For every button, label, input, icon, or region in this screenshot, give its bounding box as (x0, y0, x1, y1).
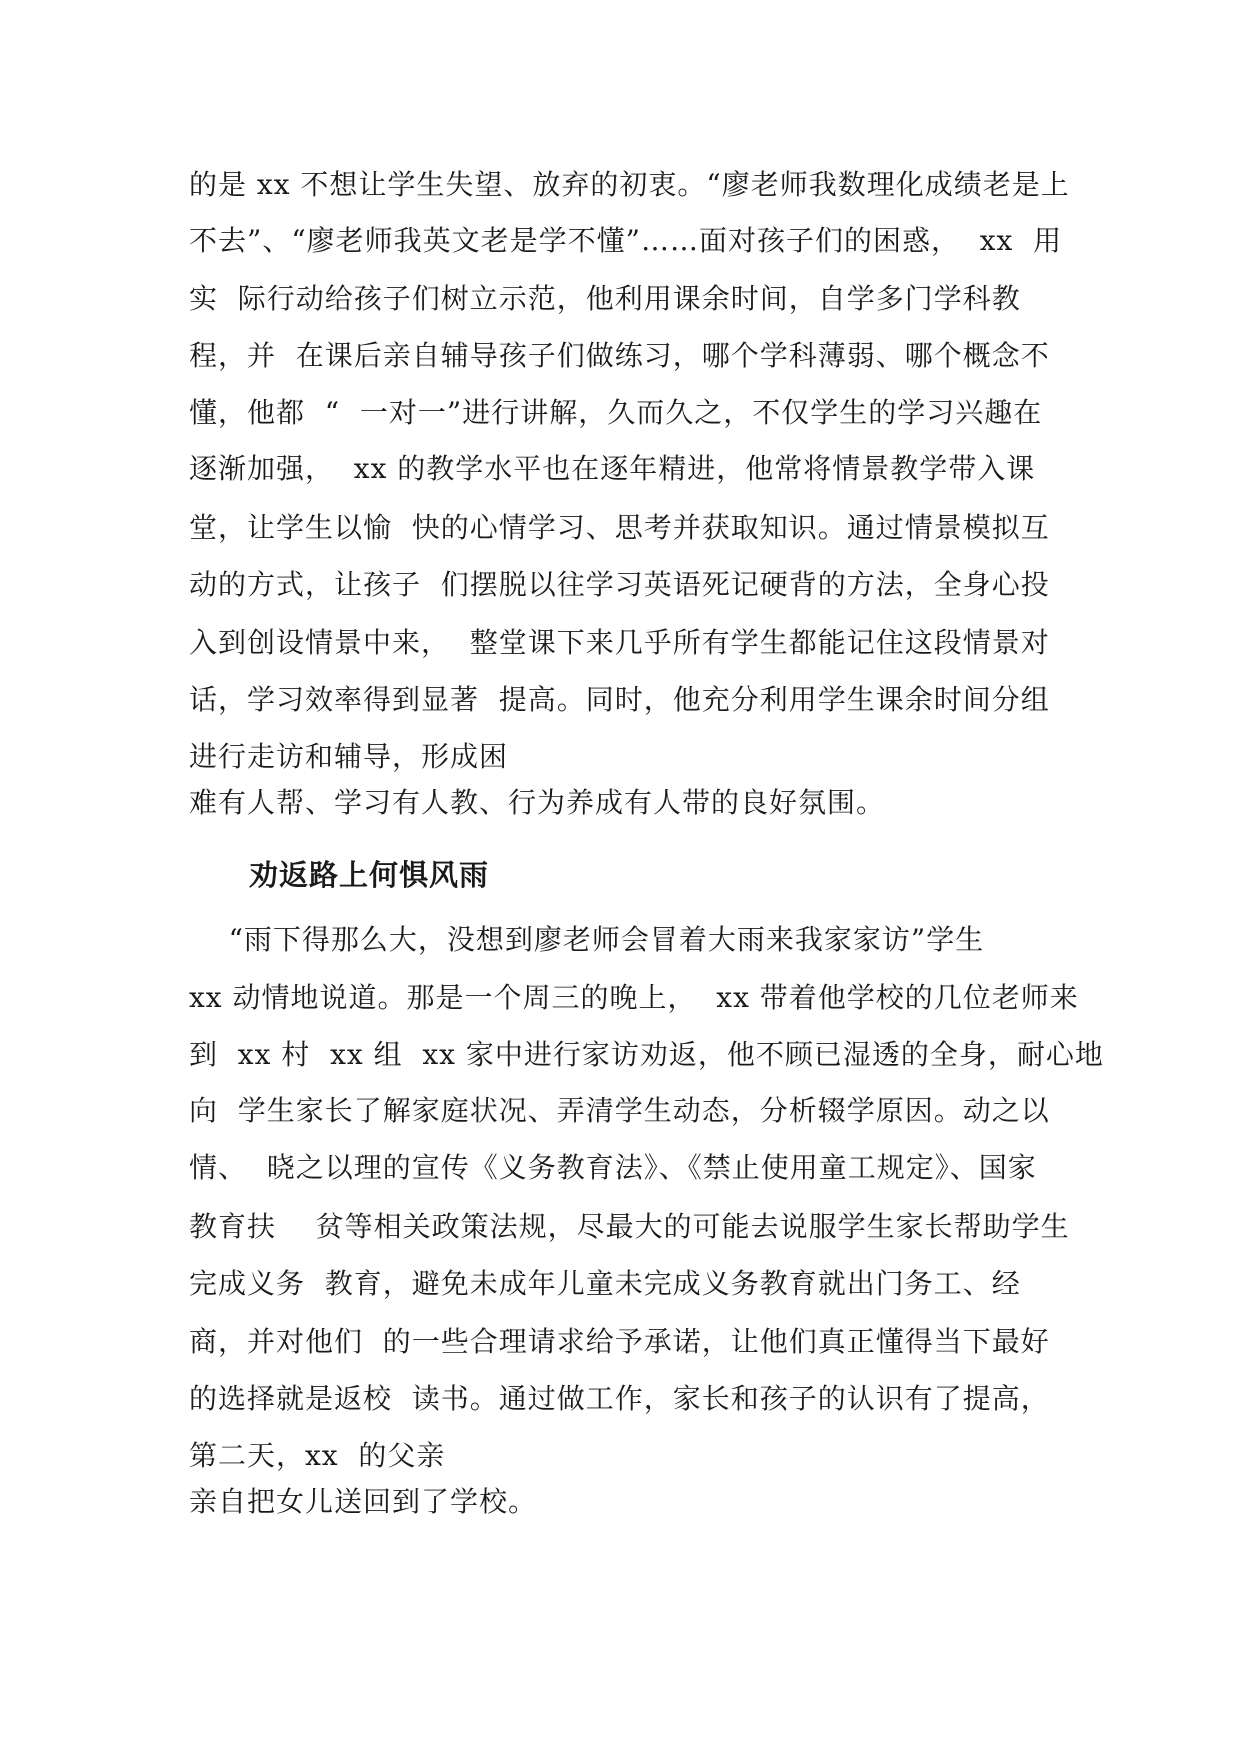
body-line: 的选择就是返校 读书。通过做工作，家长和孩子的认识有了提高， (189, 1382, 1050, 1415)
body-line: 动的方式，让孩子 们摆脱以往学习英语死记硬背的方法，全身心投 (189, 568, 1050, 601)
body-line: “雨下得那么大，没想到廖老师会冒着大雨来我家家访”学生 (189, 923, 985, 956)
body-line: 亲自把女儿送回到了学校。 (189, 1485, 538, 1518)
section-heading: 劝返路上何惧风雨 (249, 858, 490, 892)
body-line: 到 xx 村 xx 组 xx 家中进行家访劝返，他不顾已湿透的全身，耐心地 (189, 1038, 1104, 1071)
body-line: 堂，让学生以愉 快的心情学习、思考并获取知识。通过情景模拟互 (189, 511, 1050, 544)
body-line: 商，并对他们 的一些合理请求给予承诺，让他们真正懂得当下最好 (189, 1325, 1050, 1358)
body-line: 向 学生家长了解家庭状况、弄清学生动态，分析辍学原因。动之以 (189, 1094, 1050, 1127)
body-line: xx 动情地说道。那是一个周三的晚上， xx 带着他学校的几位老师来 (189, 981, 1079, 1014)
body-line: 逐渐加强， xx 的教学水平也在逐年精进，他常将情景教学带入课 (189, 452, 1036, 485)
body-line: 难有人帮、学习有人教、行为养成有人带的良好氛围。 (189, 786, 886, 819)
body-line: 进行走访和辅导，形成困 (189, 740, 509, 773)
body-line: 话，学习效率得到显著 提高。同时，他充分利用学生课余时间分组 (189, 683, 1050, 716)
body-line: 实 际行动给孩子们树立示范，他利用课余时间，自学多门学科教 (189, 282, 1021, 315)
body-line: 程，并 在课后亲自辅导孩子们做练习，哪个学科薄弱、哪个概念不 (189, 339, 1050, 372)
body-line: 完成义务 教育，避免未成年儿童未完成义务教育就出门务工、经 (189, 1267, 1021, 1300)
body-line: 懂，他都 “ 一对一”进行讲解，久而久之，不仅学生的学习兴趣在 (189, 396, 1043, 429)
body-line: 入到创设情景中来， 整堂课下来几乎所有学生都能记住这段情景对 (189, 626, 1050, 659)
body-line: 的是 xx 不想让学生失望、放弃的初衷。“廖老师我数理化成绩老是上 (189, 168, 1070, 201)
body-line: 不去”、“廖老师我英文老是学不懂”……面对孩子们的困惑， xx 用 (189, 224, 1063, 257)
body-line: 第二天，xx 的父亲 (189, 1439, 446, 1472)
body-line: 情、 晓之以理的宣传《义务教育法》、《禁止使用童工规定》、国家 (189, 1151, 1037, 1184)
body-line: 教育扶 贫等相关政策法规，尽最大的可能去说服学生家长帮助学生 (189, 1210, 1070, 1243)
